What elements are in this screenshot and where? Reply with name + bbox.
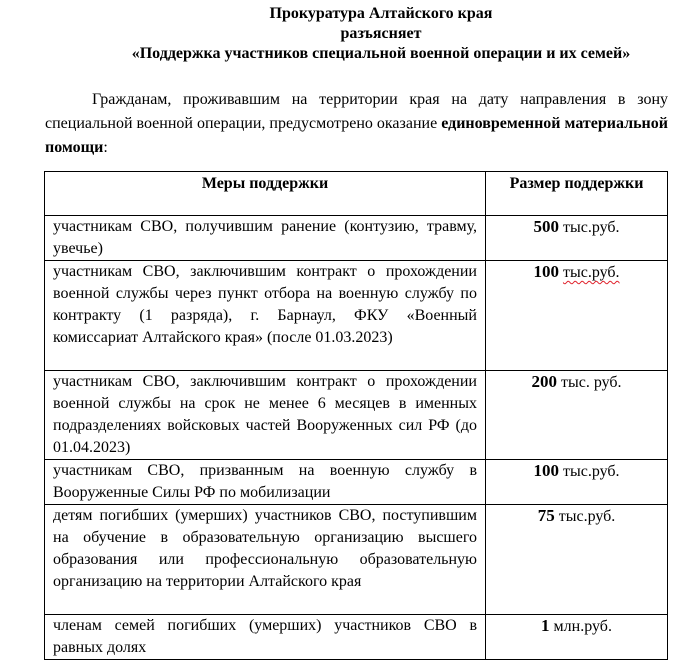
header-amount: Размер поддержки bbox=[486, 172, 668, 216]
header-measures: Меры поддержки bbox=[45, 172, 486, 216]
header-explains: разъясняет bbox=[340, 25, 422, 42]
table-row bbox=[45, 371, 668, 460]
measure-cell: участникам СВО, заключившим контракт о прохождении военной службы через пункт отбора на военную службу по контракту (1 разряда), г. Барнаул, ФКУ «Военный комиссариат Алтайского края» (после 01.03.2023) bbox=[45, 261, 486, 371]
measure-cell: участникам СВО, получившим ранение (контузию, травму, увечье) bbox=[45, 216, 486, 261]
amount-unit: тыс.руб. bbox=[558, 508, 616, 525]
amount-cell bbox=[486, 371, 668, 460]
table-row bbox=[45, 216, 668, 261]
support-table bbox=[44, 171, 668, 660]
intro-bold-text: единовременной материальной помощи bbox=[45, 115, 668, 156]
table-row bbox=[45, 505, 668, 615]
measure-cell: членам семей погибших (умерших) участников СВО в равных долях bbox=[45, 615, 486, 660]
intro-paragraph bbox=[45, 88, 668, 160]
amount-cell bbox=[486, 505, 668, 615]
table-header-row bbox=[45, 172, 668, 216]
amount-value: 100 bbox=[533, 461, 559, 480]
measure-cell: детям погибших (умерших) участников СВО, поступившим на обучение в образовательную организацию высшего образования или профессиональную образовательную организацию на территории Алтайского края bbox=[45, 505, 486, 615]
amount-cell bbox=[486, 615, 668, 660]
amount-value: 500 bbox=[533, 217, 559, 236]
intro-text: Гражданам, проживавшим на территории края на дату направления в зону специальной военной операции, предусмотрено оказание bbox=[45, 91, 668, 132]
amount-cell bbox=[486, 460, 668, 505]
amount-unit: млн.руб. bbox=[553, 618, 612, 635]
measure-cell: участникам СВО, заключившим контракт о прохождении военной службы на срок не менее 6 месяцев в именных подразделениях войсковых частей Вооруженных сил РФ (до 01.04.2023) bbox=[45, 371, 486, 460]
document-header bbox=[0, 4, 690, 64]
amount-value: 75 bbox=[537, 506, 555, 525]
intro-colon: : bbox=[103, 139, 108, 156]
header-organization: Прокуратура Алтайского края bbox=[269, 5, 493, 22]
header-topic: «Поддержка участников специальной военной операции и их семей» bbox=[131, 45, 631, 62]
amount-unit: тыс.руб. bbox=[562, 463, 620, 480]
amount-value: 1 bbox=[541, 616, 550, 635]
amount-value: 100 bbox=[533, 262, 559, 281]
measure-cell: участникам СВО, призванным на военную службу в Вооруженные Силы РФ по мобилизации bbox=[45, 460, 486, 505]
amount-unit: тыс. руб. bbox=[560, 374, 622, 391]
amount-unit: тыс.руб. bbox=[562, 264, 620, 281]
amount-value: 200 bbox=[531, 372, 557, 391]
amount-unit: тыс.руб. bbox=[562, 219, 620, 236]
table-row bbox=[45, 261, 668, 371]
table-row bbox=[45, 615, 668, 660]
amount-cell bbox=[486, 216, 668, 261]
table-row bbox=[45, 460, 668, 505]
amount-cell bbox=[486, 261, 668, 371]
